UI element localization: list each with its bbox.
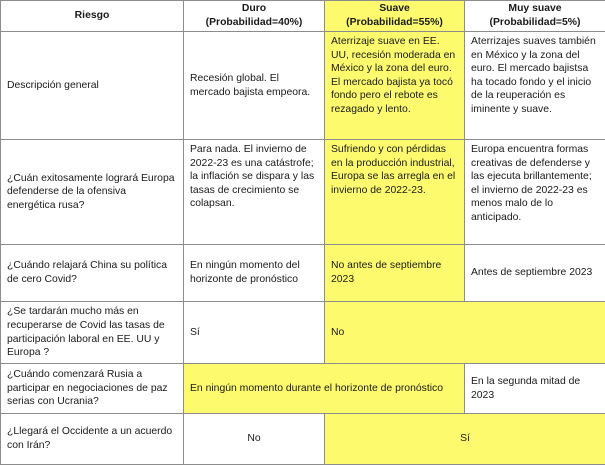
table-row xyxy=(1,32,605,140)
table-row xyxy=(1,414,605,465)
row-label: ¿Llegará el Occidente a un acuerdo con Irán? xyxy=(1,414,184,465)
header-soft-prob: (Probabilidad=55%) xyxy=(329,16,460,30)
header-risk: Riesgo xyxy=(1,1,184,32)
cell-hard: En ningún momento del horizonte de pronóstico xyxy=(184,245,325,302)
cell-hard: No xyxy=(184,414,325,465)
cell-hard-soft: En ningún momento durante el horizonte de pronóstico xyxy=(184,364,465,414)
cell-very-soft: Antes de septiembre 2023 xyxy=(465,245,605,302)
cell-hard: Para nada. El invierno de 2022-23 es una catástrofe; la inflación se dispara y las tasas de crecimiento se colapsan. xyxy=(184,140,325,245)
cell-soft: No antes de septiembre 2023 xyxy=(325,245,465,302)
cell-very-soft: Europa encuentra formas creativas de defenderse y las ejecuta brillantemente; el invierno de 2022-23 es menos malo de lo anticipado. xyxy=(465,140,605,245)
row-label: ¿Se tardarán mucho más en recuperarse de Covid las tasas de participación laboral en EE. UU y Europa ? xyxy=(1,302,184,364)
cell-hard: Sí xyxy=(184,302,325,364)
header-hard-title: Duro xyxy=(188,2,320,16)
table-row xyxy=(1,245,605,302)
cell-soft-very-soft: Sí xyxy=(325,414,605,465)
table-row xyxy=(1,140,605,245)
row-label: Descripción general xyxy=(1,32,184,140)
header-very-soft-title: Muy suave xyxy=(469,2,601,16)
header-row xyxy=(1,1,605,32)
cell-very-soft: Aterrizajes suaves también en México y la zona del euro. El mercado bajistsa ha tocado fondo y el inicio de la reuperación es iminente y suave. xyxy=(465,32,605,140)
header-soft-title: Suave xyxy=(329,2,460,16)
header-hard-prob: (Probabilidad=40%) xyxy=(188,16,320,30)
table-row xyxy=(1,364,605,414)
row-label: ¿Cuándo relajará China su política de cero Covid? xyxy=(1,245,184,302)
header-very-soft xyxy=(465,1,605,32)
header-soft xyxy=(325,1,465,32)
cell-soft-very-soft: No xyxy=(325,302,605,364)
cell-hard: Recesión global. El mercado bajista empeora. xyxy=(184,32,325,140)
cell-soft: Aterrizaje suave en EE. UU, recesión moderada en México y la zona del euro. El mercado bajista ya tocó fondo pero el rebote es rezagado y lento. xyxy=(325,32,465,140)
row-label: ¿Cuán exitosamente logrará Europa defenderse de la ofensiva energética rusa? xyxy=(1,140,184,245)
cell-very-soft: En la segunda mitad de 2023 xyxy=(465,364,605,414)
cell-soft: Sufriendo y con pérdidas en la producción industrial, Europa se las arregla en el invierno de 2022-23. xyxy=(325,140,465,245)
row-label: ¿Cuándo comenzará Rusia a participar en negociaciones de paz serias con Ucrania? xyxy=(1,364,184,414)
header-hard xyxy=(184,1,325,32)
table-row xyxy=(1,302,605,364)
header-very-soft-prob: (Probabilidad=5%) xyxy=(469,16,601,30)
